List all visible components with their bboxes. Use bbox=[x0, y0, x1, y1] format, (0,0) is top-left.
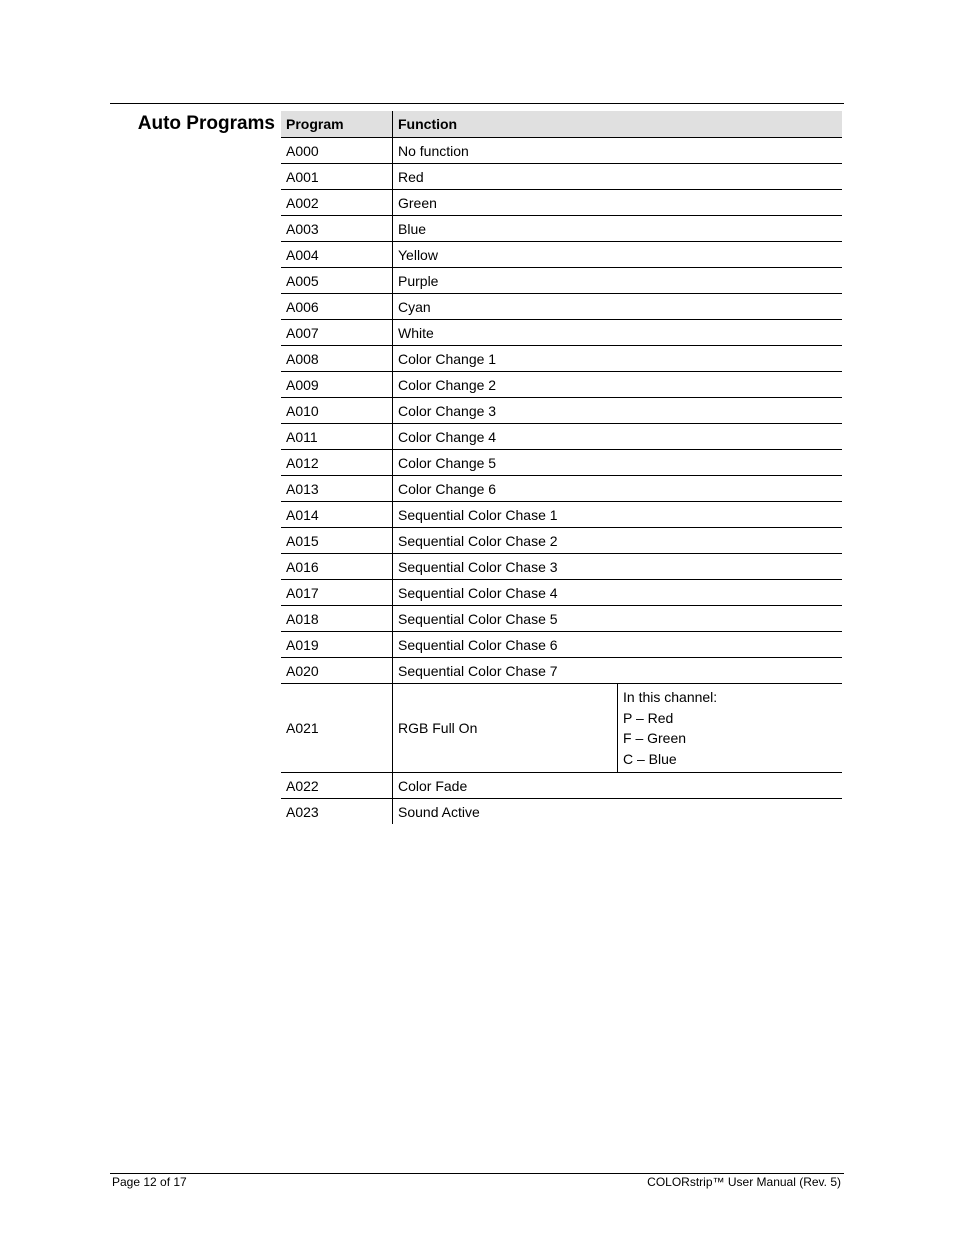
top-rule bbox=[110, 103, 844, 104]
channel-note: In this channel: bbox=[623, 689, 718, 705]
program-code: A006 bbox=[281, 294, 393, 320]
program-function: Color Change 3 bbox=[393, 398, 843, 424]
program-code: A002 bbox=[281, 190, 393, 216]
table-row bbox=[281, 294, 842, 320]
channel-note: C – Blue bbox=[623, 750, 677, 767]
table-row bbox=[281, 398, 842, 424]
program-code: A019 bbox=[281, 632, 393, 658]
program-function: Color Change 4 bbox=[393, 424, 843, 450]
program-function: Sound Active bbox=[398, 803, 480, 820]
table-row bbox=[281, 346, 842, 372]
program-code: A008 bbox=[281, 346, 393, 372]
program-code: A001 bbox=[281, 164, 393, 190]
auto-programs-table bbox=[281, 111, 842, 824]
program-code: A020 bbox=[281, 658, 393, 684]
program-code: A023 bbox=[281, 799, 393, 825]
program-function: No function bbox=[393, 138, 843, 164]
table-row bbox=[281, 799, 842, 825]
table-row bbox=[281, 320, 842, 346]
table-row bbox=[281, 450, 842, 476]
program-function: Purple bbox=[393, 268, 843, 294]
program-function: Sequential Color Chase 1 bbox=[393, 502, 843, 528]
table-row bbox=[281, 528, 842, 554]
program-code: A000 bbox=[281, 138, 393, 164]
channel-note: F – Green bbox=[623, 730, 687, 746]
program-code: A015 bbox=[281, 528, 393, 554]
program-function: Sequential Color Chase 4 bbox=[393, 580, 843, 606]
table-row bbox=[281, 658, 842, 684]
program-function: Sequential Color Chase 6 bbox=[393, 632, 843, 658]
program-function: Cyan bbox=[393, 294, 843, 320]
program-function: Color Fade bbox=[393, 773, 843, 799]
table-row bbox=[281, 773, 842, 799]
manual-title: COLORstrip™ User Manual (Rev. 5) bbox=[647, 1175, 841, 1189]
program-function: Blue bbox=[393, 216, 843, 242]
table-row bbox=[281, 632, 842, 658]
page-number: Page 12 of 17 bbox=[112, 1175, 187, 1189]
program-code: A009 bbox=[281, 372, 393, 398]
program-code: A022 bbox=[281, 773, 393, 799]
table-row bbox=[281, 554, 842, 580]
program-function: Color Change 2 bbox=[393, 372, 843, 398]
column-header-function: Function bbox=[393, 111, 843, 138]
program-function: RGB Full On bbox=[393, 684, 618, 773]
table-row bbox=[281, 242, 842, 268]
table-row bbox=[281, 476, 842, 502]
table-row bbox=[281, 190, 842, 216]
table-body bbox=[281, 138, 842, 825]
program-function: Yellow bbox=[393, 242, 843, 268]
program-code: A016 bbox=[281, 554, 393, 580]
table-header-row bbox=[281, 111, 842, 138]
table-row bbox=[281, 424, 842, 450]
program-function: Color Change 1 bbox=[393, 346, 843, 372]
table-row bbox=[281, 580, 842, 606]
program-code: A004 bbox=[281, 242, 393, 268]
program-code: A011 bbox=[281, 424, 393, 450]
program-function: Sequential Color Chase 5 bbox=[393, 606, 843, 632]
program-code: A017 bbox=[281, 580, 393, 606]
program-function: Color Change 5 bbox=[393, 450, 843, 476]
table-row bbox=[281, 164, 842, 190]
program-code: A014 bbox=[281, 502, 393, 528]
section-title: Auto Programs bbox=[137, 113, 275, 134]
program-function: Sequential Color Chase 3 bbox=[393, 554, 843, 580]
channel-notes bbox=[618, 684, 843, 773]
program-function: White bbox=[393, 320, 843, 346]
program-code: A018 bbox=[281, 606, 393, 632]
table-row bbox=[281, 138, 842, 164]
program-code: A003 bbox=[281, 216, 393, 242]
program-function: Color Change 6 bbox=[393, 476, 843, 502]
table-row bbox=[281, 372, 842, 398]
footer-rule bbox=[110, 1173, 844, 1174]
table-row bbox=[281, 606, 842, 632]
program-code: A010 bbox=[281, 398, 393, 424]
table-row bbox=[281, 502, 842, 528]
column-header-program: Program bbox=[281, 111, 393, 138]
program-function: Red bbox=[393, 164, 843, 190]
table-row-rgb-full-on bbox=[281, 684, 842, 773]
program-code: A012 bbox=[281, 450, 393, 476]
program-function: Green bbox=[393, 190, 843, 216]
table-row bbox=[281, 268, 842, 294]
channel-note: P – Red bbox=[623, 709, 674, 726]
program-code: A021 bbox=[281, 684, 393, 773]
table-row bbox=[281, 216, 842, 242]
program-function: Sequential Color Chase 7 bbox=[393, 658, 843, 684]
program-function: Sequential Color Chase 2 bbox=[393, 528, 843, 554]
program-code: A005 bbox=[281, 268, 393, 294]
program-code: A013 bbox=[281, 476, 393, 502]
program-code: A007 bbox=[281, 320, 393, 346]
